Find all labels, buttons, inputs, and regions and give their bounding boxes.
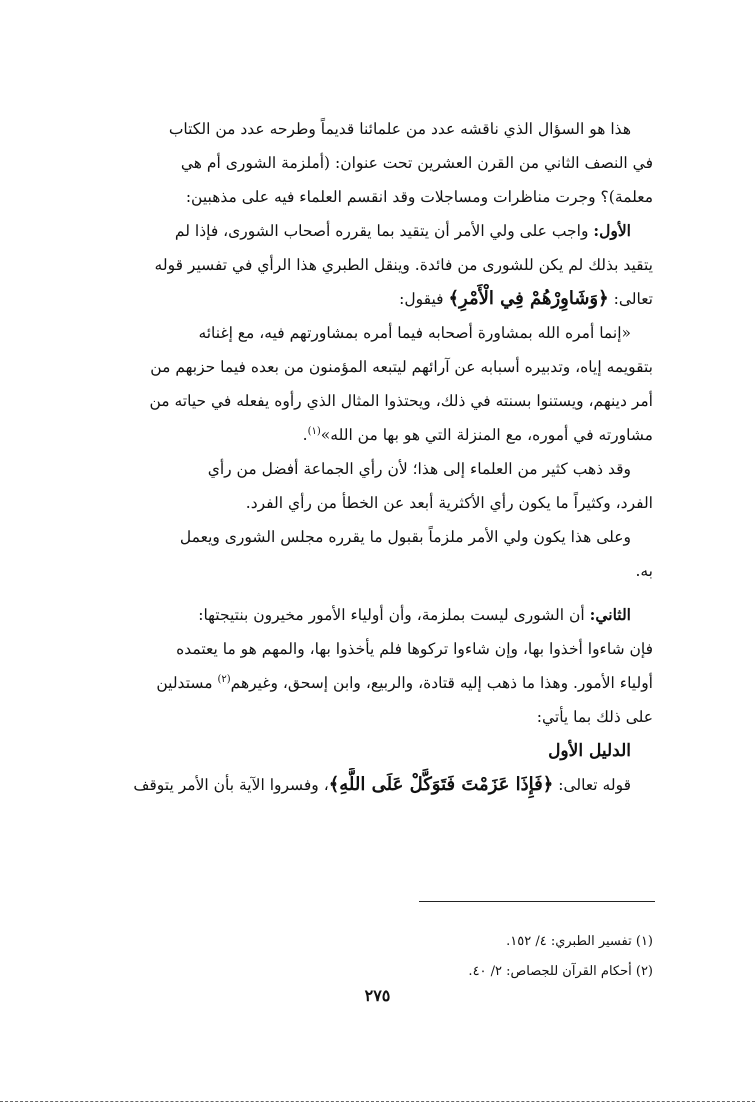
quote-end-text: مشاورته في أموره، مع المنزلة التي هو بها من الله» xyxy=(320,426,653,444)
first-view-label: الأول: xyxy=(593,221,631,240)
footnote-separator xyxy=(419,901,655,902)
second-view-text: أن الشورى ليست بملزمة، وأن أولياء الأمور مخيرون بنتيجتها: xyxy=(198,606,585,624)
text-line: فإن شاءوا أخذوا بها، وإن شاءوا تركوها فلم يأخذوا بها، والمهم هو ما يعتمده xyxy=(176,640,653,658)
page-body xyxy=(98,112,653,802)
second-view-label: الثاني: xyxy=(589,605,631,624)
first-view-text: واجب على ولي الأمر أن يتقيد بما يقرره أصحاب الشورى، فإذا لم xyxy=(174,222,589,240)
text-line xyxy=(98,768,653,802)
scholars-text: أولياء الأمور. وهذا ما ذهب إليه قتادة، والربيع، وابن إسحق، وغيرهم xyxy=(230,674,653,692)
text-line: أمر دينهم، ويستنوا بسنته في ذلك، ويحتذوا المثال الذي رأوه يفعله في حياته من xyxy=(149,392,653,410)
text-line xyxy=(98,666,653,700)
majority-paragraph xyxy=(98,452,653,520)
scan-edge-line xyxy=(0,1101,755,1102)
first-view-paragraph xyxy=(98,214,653,316)
footnote-ref-2: (٢) xyxy=(217,673,231,685)
verse-outro: فيقول: xyxy=(399,290,444,308)
section-heading: الدليل الأول xyxy=(548,741,631,761)
text-line xyxy=(98,282,653,316)
text-line: بتقويمه إياه، وتدبيره أسبابه عن آرائهم ليتبعه المؤمنون من بعده فيما حزبهم من xyxy=(150,358,653,376)
text-line: على ذلك بما يأتي: xyxy=(536,708,653,726)
text-line: يتقيد بذلك لم يكن للشورى من فائدة. وينقل الطبري هذا الرأي في تفسير قوله xyxy=(154,256,653,274)
footnote-2: (٢) أحكام القرآن للجصاص: ٢/ ٤٠. xyxy=(468,964,653,979)
text-line: معلمة)؟ وجرت مناظرات ومساجلات وقد انقسم العلماء فيه على مذهبين: xyxy=(185,188,653,206)
text-line: «إنما أمره الله بمشاورة أصحابه فيما أمره بمشاورتهم فيه، مع إغنائه xyxy=(198,324,631,342)
conclusion-paragraph xyxy=(98,520,653,588)
spacer xyxy=(98,588,653,598)
text-line: الفرد، وكثيراً ما يكون رأي الأكثرية أبعد عن الخطأ من رأي الفرد. xyxy=(245,494,653,512)
quran-verse: ﴿فَإِذَا عَزَمْتَ فَتَوَكَّلْ عَلَى اللَّهِ﴾ xyxy=(328,774,554,795)
footnotes xyxy=(253,927,653,987)
verse-outro: ، وفسروا الآية بأن الأمر يتوقف xyxy=(133,776,329,794)
text-line xyxy=(98,598,653,632)
text-line xyxy=(98,214,653,248)
text-line: وقد ذهب كثير من العلماء إلى هذا؛ لأن رأي الجماعة أفضل من رأي xyxy=(207,460,631,478)
text-line: وعلى هذا يكون ولي الأمر ملزماً بقبول ما يقرره مجلس الشورى ويعمل xyxy=(179,528,631,546)
text-line: به. xyxy=(635,562,653,580)
page-number: ٢٧٥ xyxy=(364,986,391,1005)
evidence-section xyxy=(98,734,653,802)
period: . xyxy=(302,426,308,444)
verse-intro: تعالى: xyxy=(613,290,653,308)
text-line: في النصف الثاني من القرن العشرين تحت عنوان: (أملزمة الشورى أم هي xyxy=(180,154,653,172)
quran-verse: ﴿وَشَاوِرْهُمْ فِي الْأَمْرِ﴾ xyxy=(448,288,609,309)
intro-paragraph xyxy=(98,112,653,214)
second-view-paragraph xyxy=(98,598,653,734)
footnote-ref-1: (١) xyxy=(307,425,321,437)
footnote-1: (١) تفسير الطبري: ٤/ ١٥٢. xyxy=(506,934,653,949)
tabari-quote xyxy=(98,316,653,452)
text-line: هذا هو السؤال الذي ناقشه عدد من علمائنا قديماً وطرحه عدد من الكتاب xyxy=(168,120,631,138)
text-line xyxy=(98,418,653,452)
verse-intro: قوله تعالى: xyxy=(558,776,631,794)
scholars-text-end: مستدلين xyxy=(156,674,218,692)
